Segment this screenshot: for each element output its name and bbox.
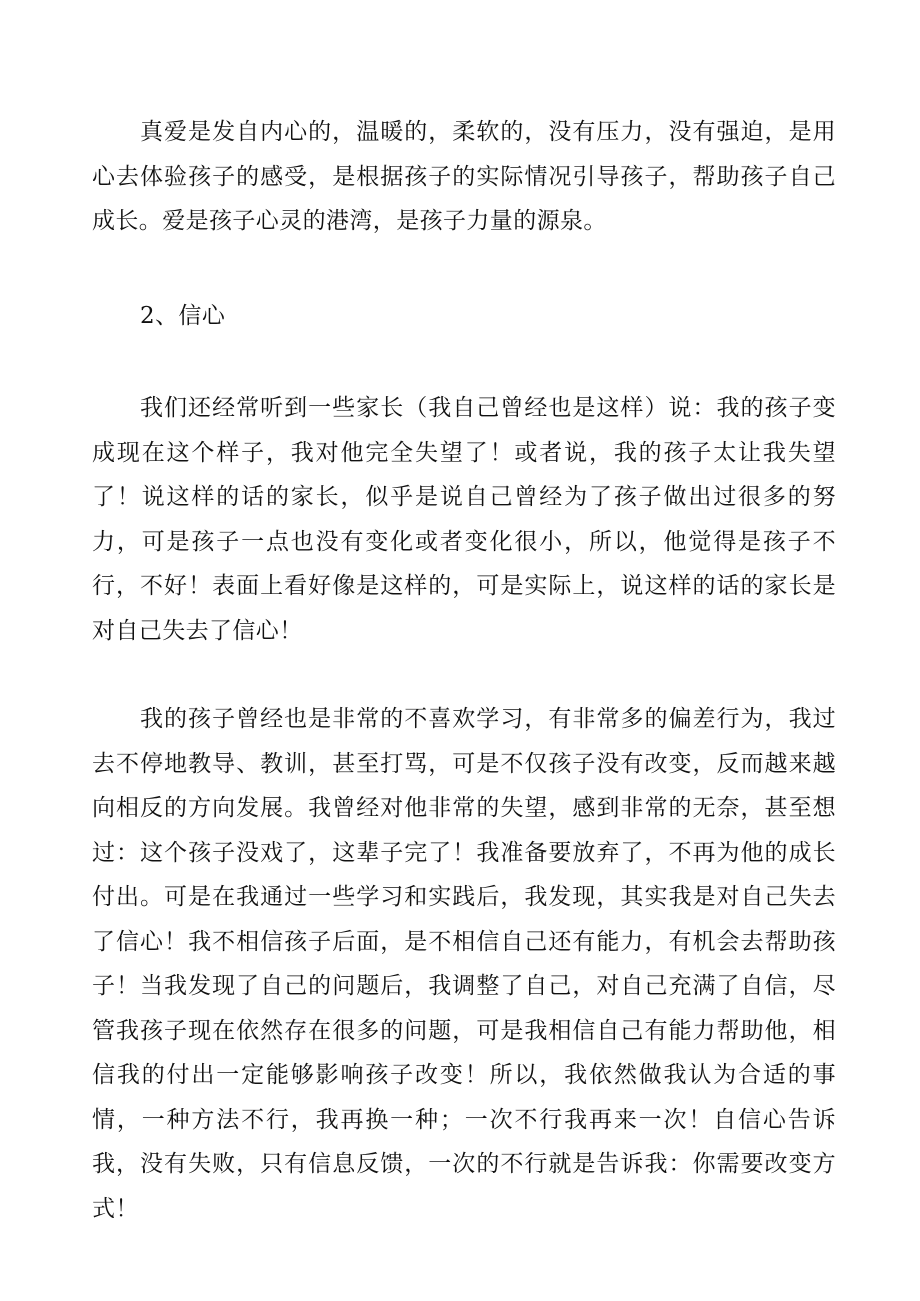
paragraph-true-love: 真爱是发自内心的，温暖的，柔软的，没有压力，没有强迫，是用心去体验孩子的感受，是根据孩子的实际情况引导孩子，帮助孩子自己成长。爱是孩子心灵的港湾，是孩子力量的源泉。 bbox=[92, 119, 836, 234]
paragraph-parents-disappointment: 我们还经常听到一些家长（我自己曾经也是这样）说：我的孩子变成现在这个样子，我对他完全失望了！或者说，我的孩子太让我失望了！说这样的话的家长，似乎是说自己曾经为了孩子做出过很多的努力，可是孩子一点也没有变化或者变化很小，所以，他觉得是孩子不行，不好！表面上看好像是这样的，可是实际上，说这样的话的家长是对自己失去了信心！ bbox=[92, 395, 836, 644]
paragraph-personal-experience: 我的孩子曾经也是非常的不喜欢学习，有非常多的偏差行为，我过去不停地教导、教训，甚至打骂，可是不仅孩子没有改变，反而越来越向相反的方向发展。我曾经对他非常的失望，感到非常的无奈，甚至想过：这个孩子没戏了，这辈子完了！我准备要放弃了，不再为他的成长付出。可是在我通过一些学习和实践后，我发现，其实我是对自己失去了信心！我不相信孩子后面，是不相信自己还有能力，有机会去帮助孩子！当我发现了自己的问题后，我调整了自己，对自己充满了自信，尽管我孩子现在依然存在很多的问题，可是我相信自己有能力帮助他，相信我的付出一定能够影响孩子改变！所以，我依然做我认为合适的事情，一种方法不行，我再换一种；一次不行我再来一次！自信心告诉我，没有失败，只有信息反馈，一次的不行就是告诉我：你需要改变方式！ bbox=[92, 706, 836, 1222]
document-body bbox=[92, 110, 836, 1231]
section-heading-confidence: 2、信心 bbox=[140, 302, 226, 329]
